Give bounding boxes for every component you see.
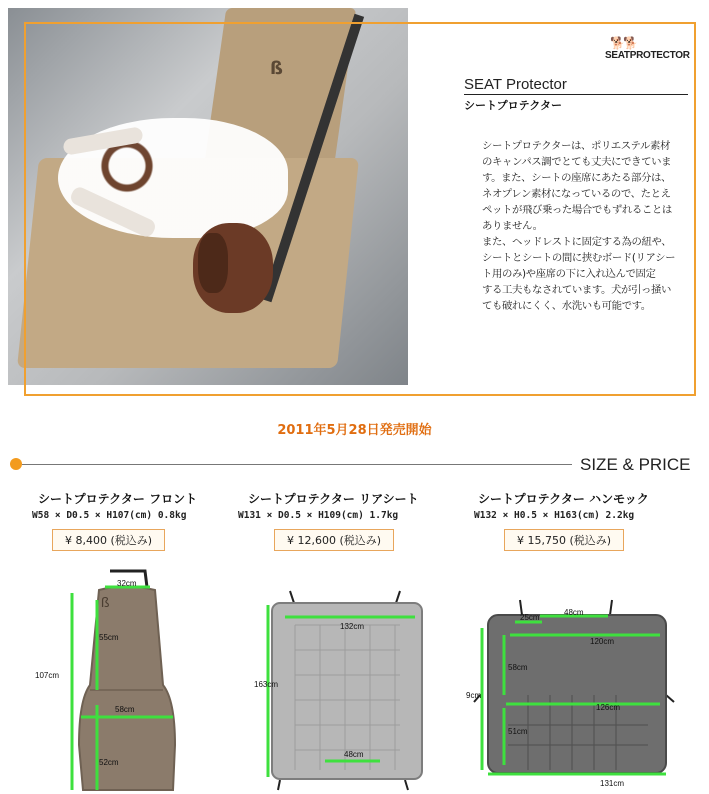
measure-label: 131cm bbox=[600, 779, 625, 788]
product-name: シートプロテクター ハンモック bbox=[478, 492, 649, 506]
bullet-dot-icon bbox=[10, 458, 22, 470]
product-description bbox=[482, 138, 696, 314]
measure-label: 120cm bbox=[590, 637, 615, 646]
release-date: 2011年5月28日発売開始 bbox=[277, 423, 432, 438]
description-line: する工夫もなされています。犬が引っ掻い bbox=[482, 284, 671, 296]
product-front bbox=[32, 490, 198, 551]
product-rear bbox=[238, 490, 419, 551]
measure-label: 48cm bbox=[564, 608, 584, 617]
measure-label: 58cm bbox=[115, 705, 135, 714]
measure-label: 48cm bbox=[344, 750, 364, 759]
description-line: ト用のみ)や座席の下に入れ込んで固定 bbox=[482, 268, 656, 280]
measure-label: 52cm bbox=[99, 758, 119, 767]
front-protector-diagram bbox=[35, 565, 205, 794]
product-spec: W58 × D0.5 × H107(cm) 0.8kg bbox=[32, 510, 187, 521]
description-line: ネオプレン素材になっているので、たとえ bbox=[482, 188, 671, 200]
product-price: ¥ 12,600 (税込み) bbox=[274, 529, 394, 551]
section-divider bbox=[22, 464, 572, 465]
product-name: シートプロテクター フロント bbox=[38, 492, 198, 506]
section-title: SIZE & PRICE bbox=[580, 455, 691, 474]
measure-label: 51cm bbox=[508, 727, 528, 736]
product-name: シートプロテクター リアシート bbox=[248, 492, 419, 506]
product-spec: W132 × H0.5 × H163(cm) 2.2kg bbox=[474, 510, 635, 521]
measure-label: 58cm bbox=[508, 663, 528, 672]
rear-protector-diagram bbox=[250, 585, 440, 794]
product-hammock bbox=[474, 490, 649, 551]
measure-label: 132cm bbox=[340, 622, 365, 631]
product-title: SEAT Protector bbox=[464, 76, 567, 93]
description-line: す。また、シートの座席にあたる部分は、 bbox=[482, 172, 671, 184]
description-line: のキャンパス調でとても丈夫にできていま bbox=[482, 156, 672, 168]
product-price: ¥ 8,400 (税込み) bbox=[52, 529, 165, 551]
seat-logo-icon: ß bbox=[101, 594, 110, 610]
description-line: シートとシートの間に挟むボード(リアシー bbox=[482, 252, 676, 264]
front-protector-shape bbox=[79, 587, 175, 791]
hammock-diagram bbox=[466, 600, 690, 794]
hammock-shape bbox=[488, 615, 666, 773]
description-line: シートプロテクターは、ポリエステル素材 bbox=[482, 140, 670, 152]
measure-label: 9cm bbox=[466, 691, 482, 700]
measure-label: 163cm bbox=[254, 680, 279, 689]
brand-logo bbox=[605, 36, 690, 64]
description-line: ても破れにくく、水洗いも可能です。 bbox=[482, 300, 651, 312]
description-line: また、ヘッドレストに固定する為の紐や、 bbox=[482, 236, 672, 248]
product-subtitle: シートプロテクター bbox=[464, 99, 563, 112]
description-line: ペットが飛び乗った場合でもずれることは bbox=[482, 204, 672, 216]
seat-logo-icon: ß bbox=[270, 58, 283, 79]
title-divider bbox=[464, 94, 688, 95]
measure-label: 25cm bbox=[520, 613, 540, 622]
measure-label: 55cm bbox=[99, 633, 119, 642]
description-line: ありません。 bbox=[482, 220, 543, 232]
brand-logo-text: SEATPROTECTOR bbox=[605, 50, 690, 61]
product-spec: W131 × D0.5 × H109(cm) 1.7kg bbox=[238, 510, 399, 521]
measure-label: 126cm bbox=[596, 703, 621, 712]
product-price: ¥ 15,750 (税込み) bbox=[504, 529, 624, 551]
measure-label: 107cm bbox=[35, 671, 60, 680]
measure-label: 32cm bbox=[117, 579, 137, 588]
dogs-silhouette-icon: 🐕🐕 bbox=[610, 36, 636, 50]
